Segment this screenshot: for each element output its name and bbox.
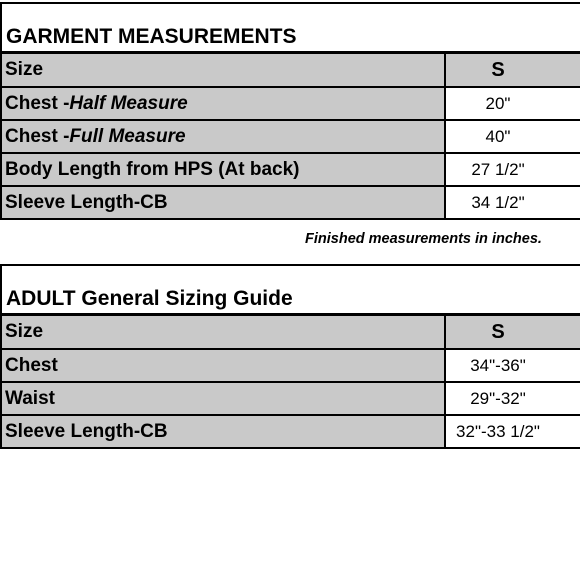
row-label [2, 154, 446, 185]
sizing-title: ADULT General Sizing Guide [6, 287, 293, 310]
garment-title: GARMENT MEASUREMENTS [6, 25, 297, 48]
row-label [2, 187, 446, 218]
row-label-text: Waist [5, 387, 55, 409]
row-value: 29"-32" [446, 383, 580, 414]
sizing-header-row [2, 316, 580, 350]
row-label-text: Sleeve Length-CB [5, 420, 168, 442]
row-label-sub: Full Measure [69, 125, 186, 147]
garment-measurements-table [0, 2, 580, 220]
row-value: 27 1/2" [446, 154, 580, 185]
table-row [2, 121, 580, 154]
row-label [2, 416, 446, 447]
garment-header-label-text: Size [5, 59, 44, 80]
garment-header-label [2, 54, 446, 86]
row-label [2, 88, 446, 119]
adult-sizing-guide-table [0, 264, 580, 449]
row-value: 34"-36" [446, 350, 580, 381]
sizing-header-label [2, 316, 446, 348]
table-row [2, 350, 580, 383]
table-row [2, 187, 580, 220]
row-label-text: Sleeve Length-CB [5, 191, 168, 213]
sizing-header-value: S [446, 316, 580, 348]
table-row [2, 88, 580, 121]
table-row [2, 383, 580, 416]
row-value: 32"-33 1/2" [446, 416, 580, 447]
row-value: 20" [446, 88, 580, 119]
measurement-note: Finished measurements in inches. [305, 231, 542, 247]
row-label-text: Chest - [5, 125, 70, 147]
garment-title-row [2, 4, 580, 54]
sizing-header-label-text: Size [5, 321, 44, 342]
row-label [2, 383, 446, 414]
row-label [2, 121, 446, 152]
row-label-sub: Half Measure [69, 92, 188, 114]
garment-header-value: S [446, 54, 580, 86]
row-label-text: Body Length from HPS (At back) [5, 158, 300, 180]
row-value: 34 1/2" [446, 187, 580, 218]
row-label-text: Chest [5, 354, 58, 376]
row-label [2, 350, 446, 381]
table-row [2, 154, 580, 187]
sizing-title-row [2, 266, 580, 316]
table-row [2, 416, 580, 449]
row-label-text: Chest - [5, 92, 70, 114]
garment-header-row [2, 54, 580, 88]
row-value: 40" [446, 121, 580, 152]
